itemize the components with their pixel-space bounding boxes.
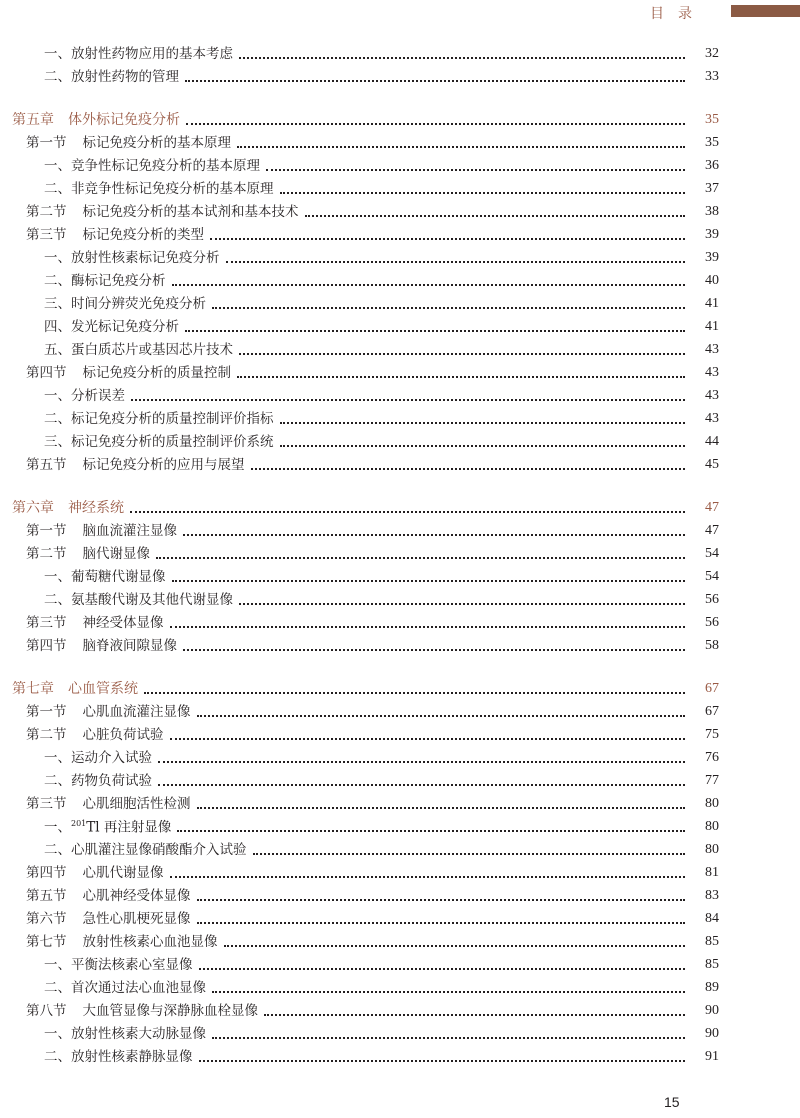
toc-entry-page: 54 xyxy=(685,545,719,563)
toc-entry-page: 32 xyxy=(685,45,719,63)
toc-entry-label xyxy=(0,226,210,244)
toc-entry-label xyxy=(0,295,212,313)
toc-entry-title: 标记免疫分析的质量控制 xyxy=(82,365,231,381)
toc-entry-title: 心肌血流灌注显像 xyxy=(82,704,191,720)
toc-entry-label xyxy=(0,749,158,767)
toc-entry-page: 83 xyxy=(685,887,719,905)
toc-leader-dots xyxy=(131,399,685,401)
toc-entry-page: 90 xyxy=(685,1002,719,1020)
toc-leader-dots xyxy=(280,422,686,424)
toc-entry-sub[interactable] xyxy=(0,152,800,175)
toc-entry-sub[interactable] xyxy=(0,175,800,198)
toc-leader-dots xyxy=(197,715,686,717)
toc-entry-title: 二、标记免疫分析的质量控制评价指标 xyxy=(44,411,274,427)
toc-entry-title: 三、标记免疫分析的质量控制评价系统 xyxy=(44,434,274,450)
toc-entry-label xyxy=(0,387,131,405)
toc-entry-page: 77 xyxy=(685,772,719,790)
toc-entry-section[interactable] xyxy=(0,609,800,632)
toc-entry-page: 80 xyxy=(685,795,719,813)
toc-entry-sub[interactable] xyxy=(0,974,800,997)
toc-entry-label xyxy=(0,1025,212,1043)
toc-entry-sub[interactable] xyxy=(0,813,800,836)
toc-entry-page: 41 xyxy=(685,318,719,336)
toc-entry-page: 90 xyxy=(685,1025,719,1043)
toc-entry-title: 一、放射性药物应用的基本考虑 xyxy=(44,46,233,62)
toc-entry-page: 40 xyxy=(685,272,719,290)
toc-entry-label xyxy=(0,157,266,175)
toc-entry-title: 一、放射性核素标记免疫分析 xyxy=(44,250,220,266)
toc-entry-page: 35 xyxy=(685,111,719,129)
toc-entry-title: 脑代谢显像 xyxy=(82,546,150,562)
header-accent-bar xyxy=(731,5,800,17)
toc-entry-section[interactable] xyxy=(0,905,800,928)
toc-entry-label xyxy=(0,180,280,198)
toc-entry-label xyxy=(0,203,305,221)
toc-entry-title: 标记免疫分析的基本试剂和基本技术 xyxy=(82,204,299,220)
toc-entry-label xyxy=(0,272,172,290)
toc-entry-section[interactable] xyxy=(0,790,800,813)
toc-entry-page: 38 xyxy=(685,203,719,221)
toc-entry-section[interactable] xyxy=(0,540,800,563)
toc-entry-label xyxy=(0,956,199,974)
toc-entry-sub[interactable] xyxy=(0,836,800,859)
toc-entry-page: 80 xyxy=(685,818,719,836)
toc-leader-dots xyxy=(266,169,685,171)
toc-entry-label xyxy=(0,726,170,744)
toc-entry-page: 44 xyxy=(685,433,719,451)
toc-entry-title: 体外标记免疫分析 xyxy=(68,112,180,128)
toc-entry-chapter[interactable] xyxy=(0,494,800,517)
toc-entry-number: 第三节 xyxy=(26,615,67,631)
toc-leader-dots xyxy=(237,146,685,148)
toc-entry-label xyxy=(0,433,280,451)
toc-entry-title: 标记免疫分析的类型 xyxy=(82,227,204,243)
toc-entry-number: 第三节 xyxy=(26,796,67,812)
toc-leader-dots xyxy=(212,307,685,309)
toc-entry-sub[interactable] xyxy=(0,63,800,86)
toc-entry-title: 二、非竞争性标记免疫分析的基本原理 xyxy=(44,181,274,197)
toc-entry-sub[interactable] xyxy=(0,744,800,767)
toc-entry-title: 标记免疫分析的应用与展望 xyxy=(82,457,245,473)
toc-entry-label xyxy=(0,703,197,721)
toc-entry-label xyxy=(0,680,144,698)
toc-leader-dots xyxy=(280,445,686,447)
toc-leader-dots xyxy=(226,261,686,263)
toc-entry-title: 急性心肌梗死显像 xyxy=(82,911,191,927)
toc-entry-number: 第二节 xyxy=(26,727,67,743)
toc-leader-dots xyxy=(239,57,685,59)
toc-leader-dots xyxy=(186,123,685,125)
toc-entry-title: 心血管系统 xyxy=(68,681,138,697)
toc-entry-title: 一、运动介入试验 xyxy=(44,750,152,766)
toc-entry-title: 一、平衡法核素心室显像 xyxy=(44,957,193,973)
toc-entry-page: 54 xyxy=(685,568,719,586)
toc-entry-label xyxy=(0,68,185,86)
toc-entry-sub[interactable] xyxy=(0,767,800,790)
toc-entry-page: 45 xyxy=(685,456,719,474)
toc-entry-prefix: 一、 xyxy=(44,819,71,835)
toc-leader-dots xyxy=(305,215,686,217)
toc-leader-dots xyxy=(199,1060,686,1062)
toc-entry-label xyxy=(0,134,237,152)
toc-entry-sub[interactable] xyxy=(0,290,800,313)
toc-leader-dots xyxy=(253,853,686,855)
toc-entry-title: 二、放射性药物的管理 xyxy=(44,69,179,85)
toc-leader-dots xyxy=(130,511,685,513)
toc-entry-sub[interactable] xyxy=(0,244,800,267)
toc-entry-page: 33 xyxy=(685,68,719,86)
toc-entry-label xyxy=(0,910,197,928)
toc-entry-sub[interactable] xyxy=(0,313,800,336)
toc-entry-number: 第六节 xyxy=(26,911,67,927)
toc-gap xyxy=(0,474,800,494)
toc-entry-title: 二、酶标记免疫分析 xyxy=(44,273,166,289)
toc-entry-number: 第八节 xyxy=(26,1003,67,1019)
toc-entry-label xyxy=(0,45,239,63)
toc-entry-number: 第五节 xyxy=(26,888,67,904)
toc-entry-label xyxy=(0,249,226,267)
toc-leader-dots xyxy=(239,353,685,355)
toc-entry-label xyxy=(0,545,156,563)
toc-leader-dots xyxy=(172,580,686,582)
toc-entry-page: 67 xyxy=(685,680,719,698)
toc-entry-title: 一、分析误差 xyxy=(44,388,125,404)
toc-entry-sub[interactable] xyxy=(0,563,800,586)
toc-entry-label xyxy=(0,1002,264,1020)
toc-entry-section[interactable] xyxy=(0,859,800,882)
toc-entry-page: 41 xyxy=(685,295,719,313)
toc-entry-number: 第一节 xyxy=(26,523,67,539)
toc-entry-page: 67 xyxy=(685,703,719,721)
toc-entry-number: 第一节 xyxy=(26,135,67,151)
toc-entry-number: 第五章 xyxy=(12,112,54,128)
toc-leader-dots xyxy=(158,761,685,763)
toc-entry-number: 第四节 xyxy=(26,638,67,654)
toc-entry-page: 76 xyxy=(685,749,719,767)
toc-entry-label xyxy=(0,456,251,474)
toc-entry-label xyxy=(0,1048,199,1066)
toc-entry-title: 心肌细胞活性检测 xyxy=(82,796,191,812)
toc-entry-number: 第七章 xyxy=(12,681,54,697)
header-title: 目录 xyxy=(650,6,706,22)
toc-entry-section[interactable] xyxy=(0,632,800,655)
toc-entry-section[interactable] xyxy=(0,451,800,474)
toc-entry-sub[interactable] xyxy=(0,336,800,359)
toc-entry-title: Tl 再注射显像 xyxy=(86,819,172,835)
toc-leader-dots xyxy=(177,830,685,832)
toc-leader-dots xyxy=(170,626,686,628)
toc-leader-dots xyxy=(185,80,685,82)
toc-entry-title: 五、蛋白质芯片或基因芯片技术 xyxy=(44,342,233,358)
toc-entry-label xyxy=(0,341,239,359)
toc-leader-dots xyxy=(212,991,685,993)
toc-entry-number: 第二节 xyxy=(26,546,67,562)
toc-entry-sub[interactable] xyxy=(0,267,800,290)
toc-entry-section[interactable] xyxy=(0,721,800,744)
toc-entry-title: 二、放射性核素静脉显像 xyxy=(44,1049,193,1065)
toc-entry-label xyxy=(0,568,172,586)
toc-entry-page: 56 xyxy=(685,591,719,609)
toc-entry-label xyxy=(0,111,186,129)
toc-entry-number: 第四节 xyxy=(26,365,67,381)
toc-entry-section[interactable] xyxy=(0,198,800,221)
toc-entry-title: 大血管显像与深静脉血栓显像 xyxy=(82,1003,258,1019)
toc-entry-sub[interactable] xyxy=(0,428,800,451)
toc-leader-dots xyxy=(158,784,685,786)
toc-entry-number: 第七节 xyxy=(26,934,67,950)
toc-entry-title: 二、心肌灌注显像硝酸酯介入试验 xyxy=(44,842,247,858)
toc-entry-page: 75 xyxy=(685,726,719,744)
toc-entry-page: 80 xyxy=(685,841,719,859)
toc-entry-page: 58 xyxy=(685,637,719,655)
toc-entry-label xyxy=(0,499,130,517)
toc-leader-dots xyxy=(185,330,685,332)
toc-entry-section[interactable] xyxy=(0,882,800,905)
toc-leader-dots xyxy=(239,603,685,605)
toc-entry-title: 心脏负荷试验 xyxy=(82,727,164,743)
toc-entry-number: 第六章 xyxy=(12,500,54,516)
toc-entry-title: 一、放射性核素大动脉显像 xyxy=(44,1026,206,1042)
toc-entry-section[interactable] xyxy=(0,359,800,382)
toc-entry-section[interactable] xyxy=(0,129,800,152)
toc-entry-title: 二、首次通过法心血池显像 xyxy=(44,980,206,996)
toc-entry-label xyxy=(0,979,212,997)
toc-leader-dots xyxy=(170,876,686,878)
toc-entry-title: 一、竞争性标记免疫分析的基本原理 xyxy=(44,158,260,174)
toc-entry-number: 第一节 xyxy=(26,704,67,720)
toc-entry-page: 37 xyxy=(685,180,719,198)
toc-entry-label xyxy=(0,364,237,382)
toc-entry-section[interactable] xyxy=(0,517,800,540)
toc-entry-sub[interactable] xyxy=(0,382,800,405)
toc-entry-sub[interactable] xyxy=(0,40,800,63)
toc-entry-label xyxy=(0,795,197,813)
toc-entry-section[interactable] xyxy=(0,997,800,1020)
toc-leader-dots xyxy=(197,922,686,924)
toc-leader-dots xyxy=(199,968,686,970)
toc-entry-title: 心肌神经受体显像 xyxy=(82,888,191,904)
toc-leader-dots xyxy=(237,376,685,378)
toc-entry-label xyxy=(0,864,170,882)
toc-entry-number: 第五节 xyxy=(26,457,67,473)
toc-entry-title: 四、发光标记免疫分析 xyxy=(44,319,179,335)
toc-entry-title: 二、氨基酸代谢及其他代谢显像 xyxy=(44,592,233,608)
toc-entry-page: 91 xyxy=(685,1048,719,1066)
toc-leader-dots xyxy=(212,1037,685,1039)
toc-entry-page: 43 xyxy=(685,364,719,382)
toc-entry-label xyxy=(0,772,158,790)
toc-entry-sub[interactable] xyxy=(0,1020,800,1043)
toc-gap xyxy=(0,86,800,106)
toc-entry-label xyxy=(0,841,253,859)
toc-entry-page: 85 xyxy=(685,956,719,974)
toc-entry-page: 39 xyxy=(685,249,719,267)
toc-entry-label xyxy=(0,410,280,428)
toc-leader-dots xyxy=(172,284,686,286)
toc-leader-dots xyxy=(183,534,685,536)
toc-leader-dots xyxy=(251,468,686,470)
toc-entry-title: 心肌代谢显像 xyxy=(82,865,164,881)
toc-leader-dots xyxy=(197,899,686,901)
toc-entry-title: 脑脊液间隙显像 xyxy=(82,638,177,654)
toc-entry-label xyxy=(0,887,197,905)
toc-entry-page: 43 xyxy=(685,387,719,405)
toc-entry-page: 89 xyxy=(685,979,719,997)
toc-entry-title: 神经系统 xyxy=(68,500,124,516)
toc-entry-chapter[interactable] xyxy=(0,675,800,698)
toc-entry-page: 85 xyxy=(685,933,719,951)
toc-entry-sub[interactable] xyxy=(0,1043,800,1066)
toc-entry-label xyxy=(0,815,177,837)
toc-entry-superscript: 201 xyxy=(71,818,87,828)
toc-leader-dots xyxy=(183,649,685,651)
toc-entry-number: 第二节 xyxy=(26,204,67,220)
toc-entry-page: 43 xyxy=(685,341,719,359)
toc-entry-label xyxy=(0,522,183,540)
toc-entry-title: 三、时间分辨荧光免疫分析 xyxy=(44,296,206,312)
toc-leader-dots xyxy=(156,557,685,559)
toc-leader-dots xyxy=(280,192,686,194)
toc-entry-sub[interactable] xyxy=(0,951,800,974)
toc-entry-page: 36 xyxy=(685,157,719,175)
toc-entry-page: 56 xyxy=(685,614,719,632)
toc-entry-sub[interactable] xyxy=(0,586,800,609)
toc-entry-label xyxy=(0,591,239,609)
toc-entry-sub[interactable] xyxy=(0,405,800,428)
page-number: 15 xyxy=(664,1094,680,1110)
toc-leader-dots xyxy=(144,692,685,694)
toc-entry-page: 43 xyxy=(685,410,719,428)
toc-gap xyxy=(0,655,800,675)
toc-entry-section[interactable] xyxy=(0,698,800,721)
toc-entry-page: 84 xyxy=(685,910,719,928)
toc-leader-dots xyxy=(210,238,685,240)
table-of-contents xyxy=(0,40,800,1066)
toc-entry-title: 神经受体显像 xyxy=(82,615,164,631)
toc-entry-page: 81 xyxy=(685,864,719,882)
toc-entry-label xyxy=(0,637,183,655)
toc-leader-dots xyxy=(224,945,686,947)
toc-entry-label xyxy=(0,933,224,951)
toc-entry-number: 第四节 xyxy=(26,865,67,881)
toc-entry-title: 二、药物负荷试验 xyxy=(44,773,152,789)
toc-entry-title: 标记免疫分析的基本原理 xyxy=(82,135,231,151)
toc-entry-number: 第三节 xyxy=(26,227,67,243)
toc-entry-title: 一、葡萄糖代谢显像 xyxy=(44,569,166,585)
toc-entry-chapter[interactable] xyxy=(0,106,800,129)
toc-entry-page: 47 xyxy=(685,499,719,517)
toc-entry-title: 放射性核素心血池显像 xyxy=(82,934,218,950)
toc-entry-title: 脑血流灌注显像 xyxy=(82,523,177,539)
toc-entry-page: 39 xyxy=(685,226,719,244)
toc-leader-dots xyxy=(264,1014,685,1016)
toc-entry-section[interactable] xyxy=(0,928,800,951)
toc-entry-page: 47 xyxy=(685,522,719,540)
toc-entry-page: 35 xyxy=(685,134,719,152)
toc-entry-section[interactable] xyxy=(0,221,800,244)
toc-entry-label xyxy=(0,318,185,336)
toc-entry-label xyxy=(0,614,170,632)
toc-leader-dots xyxy=(170,738,686,740)
toc-leader-dots xyxy=(197,807,686,809)
